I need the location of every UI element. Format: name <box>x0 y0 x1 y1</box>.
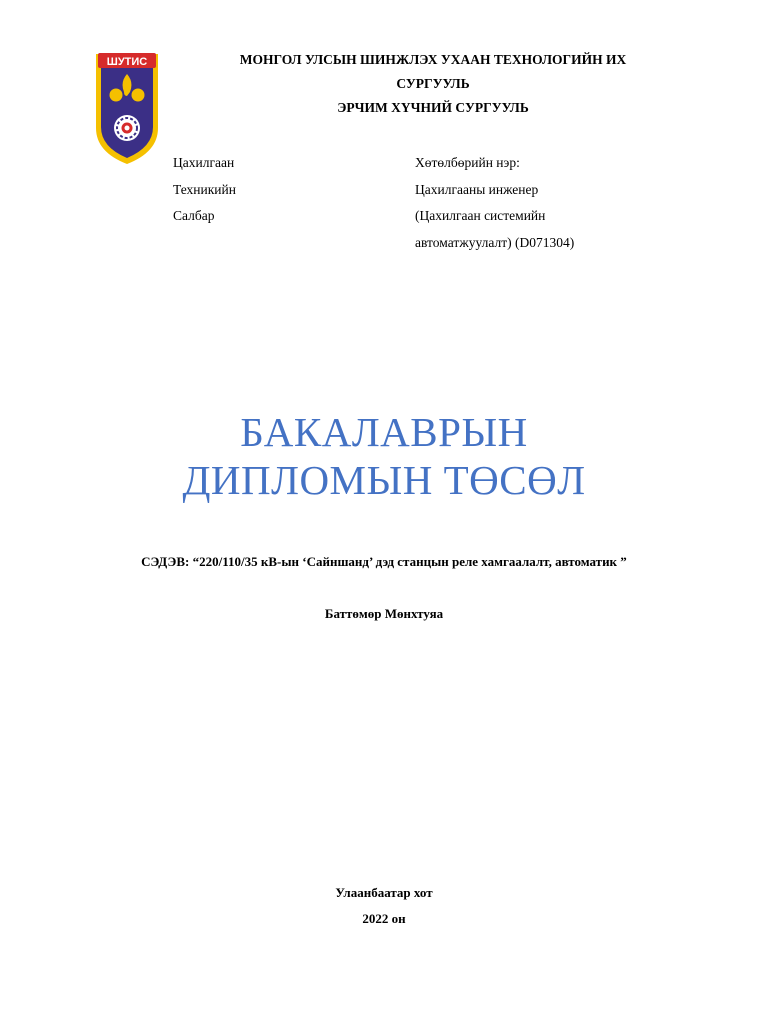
program-line: автоматжуулалт) (D071304) <box>415 234 575 250</box>
title-line1: БАКАЛАВРЫН <box>240 409 528 455</box>
department-line: Салбар <box>173 208 215 223</box>
institution-header <box>180 48 686 120</box>
title-line2: ДИПЛОМЫН ТӨСӨЛ <box>182 457 586 503</box>
university-logo <box>94 48 160 166</box>
document-footer <box>0 880 768 932</box>
thesis-subject: СЭДЭВ: “220/110/35 кВ-ын ‘Сайншанд’ дэд станцын реле хамгаалалт, автоматик ” <box>141 554 627 569</box>
university-name-line1: МОНГОЛ УЛСЫН ШИНЖЛЭХ УХААН ТЕХНОЛОГИЙН ИХ <box>239 52 627 67</box>
program-info <box>415 150 675 256</box>
school-name: ЭРЧИМ ХҮЧНИЙ СУРГУУЛЬ <box>337 100 529 115</box>
program-line: Цахилгааны инженер <box>415 181 539 197</box>
gear-icon <box>114 115 140 141</box>
department-info <box>173 150 373 230</box>
year: 2022 он <box>362 911 406 926</box>
logo-text: ШУТИС <box>106 56 148 68</box>
document-title <box>0 408 768 504</box>
program-line: (Цахилгаан системийн <box>415 208 546 223</box>
author-name: Баттөмөр Мөнхтуяа <box>324 606 444 621</box>
city: Улаанбаатар хот <box>335 885 433 900</box>
university-name-line2: СУРГУУЛЬ <box>396 76 470 91</box>
department-line: Цахилгаан <box>173 155 235 170</box>
department-line: Техникийн <box>173 181 236 197</box>
program-label: Хөтөлбөрийн нэр: <box>415 155 520 170</box>
